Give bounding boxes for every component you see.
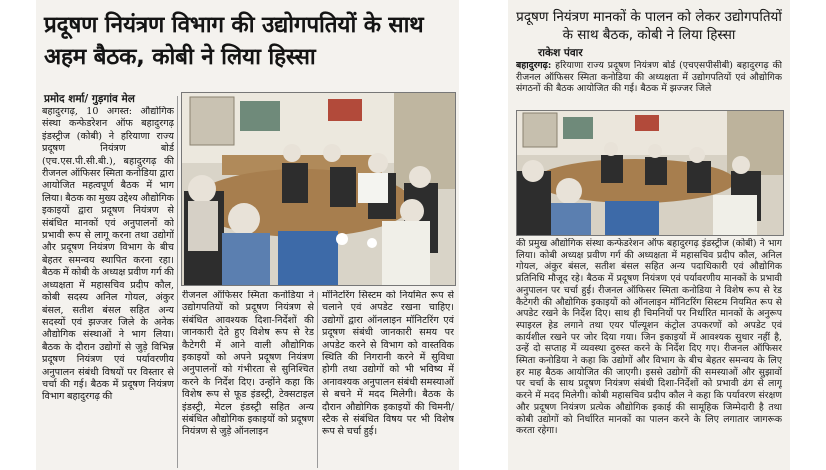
left-news-clipping	[36, 0, 459, 470]
left-headline: प्रदूषण नियंत्रण विभाग की उद्योगपतियों के साथ अहम बैठक, कोबी ने लिया हिस्सा	[44, 12, 424, 70]
column-divider	[177, 96, 178, 468]
left-column-2: रीजनल ऑफिसर स्मिता कनोडिया ने उद्योगपतियों को प्रदूषण नियंत्रण से संबंधित आवश्यक दिशा-निर्देशों की जानकारी देते हुए विशेष रूप से रेड कैटेगरी में आने वाली औद्योगिक इकाइयों को अपने प्रदूषण नियंत्रण अनुपालनों को गंभीरता से सुनिश्चित करने के निर्देश दिए। उन्होंने कहा कि विशेष रूप से फूड इंडस्ट्री, टेक्सटाइल इंडस्ट्री, मेटल इंडस्ट्री सहित अन्य संबंधित औद्योगिक इकाइयों को प्रदूषण नियंत्रण से जुड़े ऑनलाइन	[182, 290, 314, 438]
meeting-room-illustration	[182, 93, 455, 285]
column-divider	[317, 292, 318, 468]
right-byline: राकेश पंवार	[538, 47, 583, 59]
right-news-clipping	[508, 0, 790, 470]
right-intro-paragraph	[516, 60, 782, 108]
right-body-paragraph: की प्रमुख औद्योगिक संस्था कन्फेडरेशन ऑफ बहादुरगढ़ इंडस्ट्रीज (कोबी) ने भाग लिया। कोबी अध्यक्ष प्रवीण गर्ग की अध्यक्षता में महासचिव प्रदीप कौल, अनिल गोयल, अंकुर बंसल, सतीश बंसल सहित अन्य पदाधिकारी एवं औद्योगिक प्रतिनिधि मौजूद रहे। बैठक में प्रदूषण नियंत्रण एवं पर्यावरणीय मानकों के प्रभावी अनुपालन पर चर्चा हुई। रीजनल ऑफिसर स्मिता कनोडिया ने विशेष रूप से रेड कैटेगरी की औद्योगिक इकाइयों को ऑनलाइन मॉनिटरिंग सिस्टम नियमित रूप से अपडेट रखने के निर्देश दिए। साथ ही चिमनियों पर निर्धारित मानकों के अनुरूप स्पाइरल हेड लगाने तथा एयर पॉल्यूशन कंट्रोल उपकरणों को अपडेट एवं कार्यशील रखने पर जोर दिया गया। जिन इकाइयों में आवश्यक सुधार नहीं है, उन्हें दो सप्ताह में व्यवस्था दुरुस्त करने के निर्देश दिए गए। रीजनल ऑफिसर स्मिता कनोडिया ने कहा कि उद्योगों और विभाग के बीच बेहतर समन्वय के लिए हर माह बैठक आयोजित की जाएगी। इससे उद्योगों की समस्याओं और सुझावों पर चर्चा के साथ प्रदूषण नियंत्रण संबंधी दिशा-निर्देशों को प्रभावी ढंग से लागू करने में मदद मिलेगी। कोबी महासचिव प्रदीप कौल ने कहा कि पर्यावरण संरक्षण और प्रदूषण नियंत्रण प्रत्येक औद्योगिक इकाई की सामूहिक जिम्मेदारी है तथा कोबी उद्योगों को निर्धारित मानकों का पालन करने के लिए लगातार जागरूक करता रहेगा।	[516, 238, 782, 437]
left-column-1: बहादुरगढ़, 10 अगस्त: औद्योगिक संस्था कन्फेडरेशन ऑफ बहादुरगढ़ इंडस्ट्रीज (कोबी) ने हरियाणा राज्य प्रदूषण नियंत्रण बोर्ड (एच.एस.पी.सी.बी.), बहादुरगढ़ की रीजनल ऑफिसर स्मिता कनोडिया द्वारा आयोजित महत्वपूर्ण बैठक में भाग लिया। बैठक का मुख्य उद्देश्य औद्योगिक इकाइयों द्वारा प्रदूषण नियंत्रण से संबंधित मानकों एवं अनुपालनों को प्रभावी रूप से लागू करना तथा उद्योगों और प्रदूषण नियंत्रण विभाग के बीच बेहतर समन्वय स्थापित करना रहा। बैठक में कोबी के अध्यक्ष प्रवीण गर्ग की अध्यक्षता में महासचिव प्रदीप कौल, कोबी सदस्य अनिल गोयल, अंकुर बंसल, सतीश बंसल सहित अन्य सदस्यों एवं झज्जर जिले के अनेक औद्योगिक संस्थाओं ने भाग लिया। बैठक के दौरान उद्योगों से जुड़े विभिन्न प्रदूषण नियंत्रण एवं पर्यावरणीय अनुपालन संबंधी विषयों पर विस्तार से चर्चा की गई। बैठक में प्रदूषण नियंत्रण विभाग बहादुरगढ़ की	[42, 106, 174, 403]
dateline: बहादुरगढ़:	[516, 60, 552, 71]
meeting-photo-left	[181, 92, 456, 286]
left-column-3: मॉनिटरिंग सिस्टम को नियमित रूप से चलाने एवं अपडेट रखना चाहिए। उद्योगों द्वारा ऑनलाइन मॉनिटरिंग एवं प्रदूषण संबंधी जानकारी समय पर अपडेट करने से विभाग को वास्तविक स्थिति की निगरानी करने में सुविधा होगी तथा उद्योगों को भी भविष्य में अनावश्यक अनुपालन संबंधी समस्याओं से बचने में मदद मिलेगी। बैठक के दौरान औद्योगिक इकाइयों की चिमनी/स्टैक से संबंधित विषय पर भी विशेष रूप से चर्चा हुई।	[322, 290, 454, 438]
right-headline: प्रदूषण नियंत्रण मानकों के पालन को लेकर उद्योगपतियों के साथ बैठक, कोबी ने लिया हिस्सा	[516, 9, 782, 43]
intro-text: हरियाणा राज्य प्रदूषण नियंत्रण बोर्ड (एचएसपीसीबी) बहादुरगढ़ की रीजनल ऑफिसर स्मिता कनोडिया की अध्यक्षता में उद्योगपतियों एवं औद्योगिक संगठनों की बैठक आयोजित की गई। बैठक में झज्जर जिले	[516, 60, 782, 95]
meeting-room-illustration	[517, 111, 783, 235]
left-byline: प्रमोद शर्मा/ गुड़गांव मेल	[44, 93, 135, 105]
meeting-photo-right	[516, 110, 784, 236]
